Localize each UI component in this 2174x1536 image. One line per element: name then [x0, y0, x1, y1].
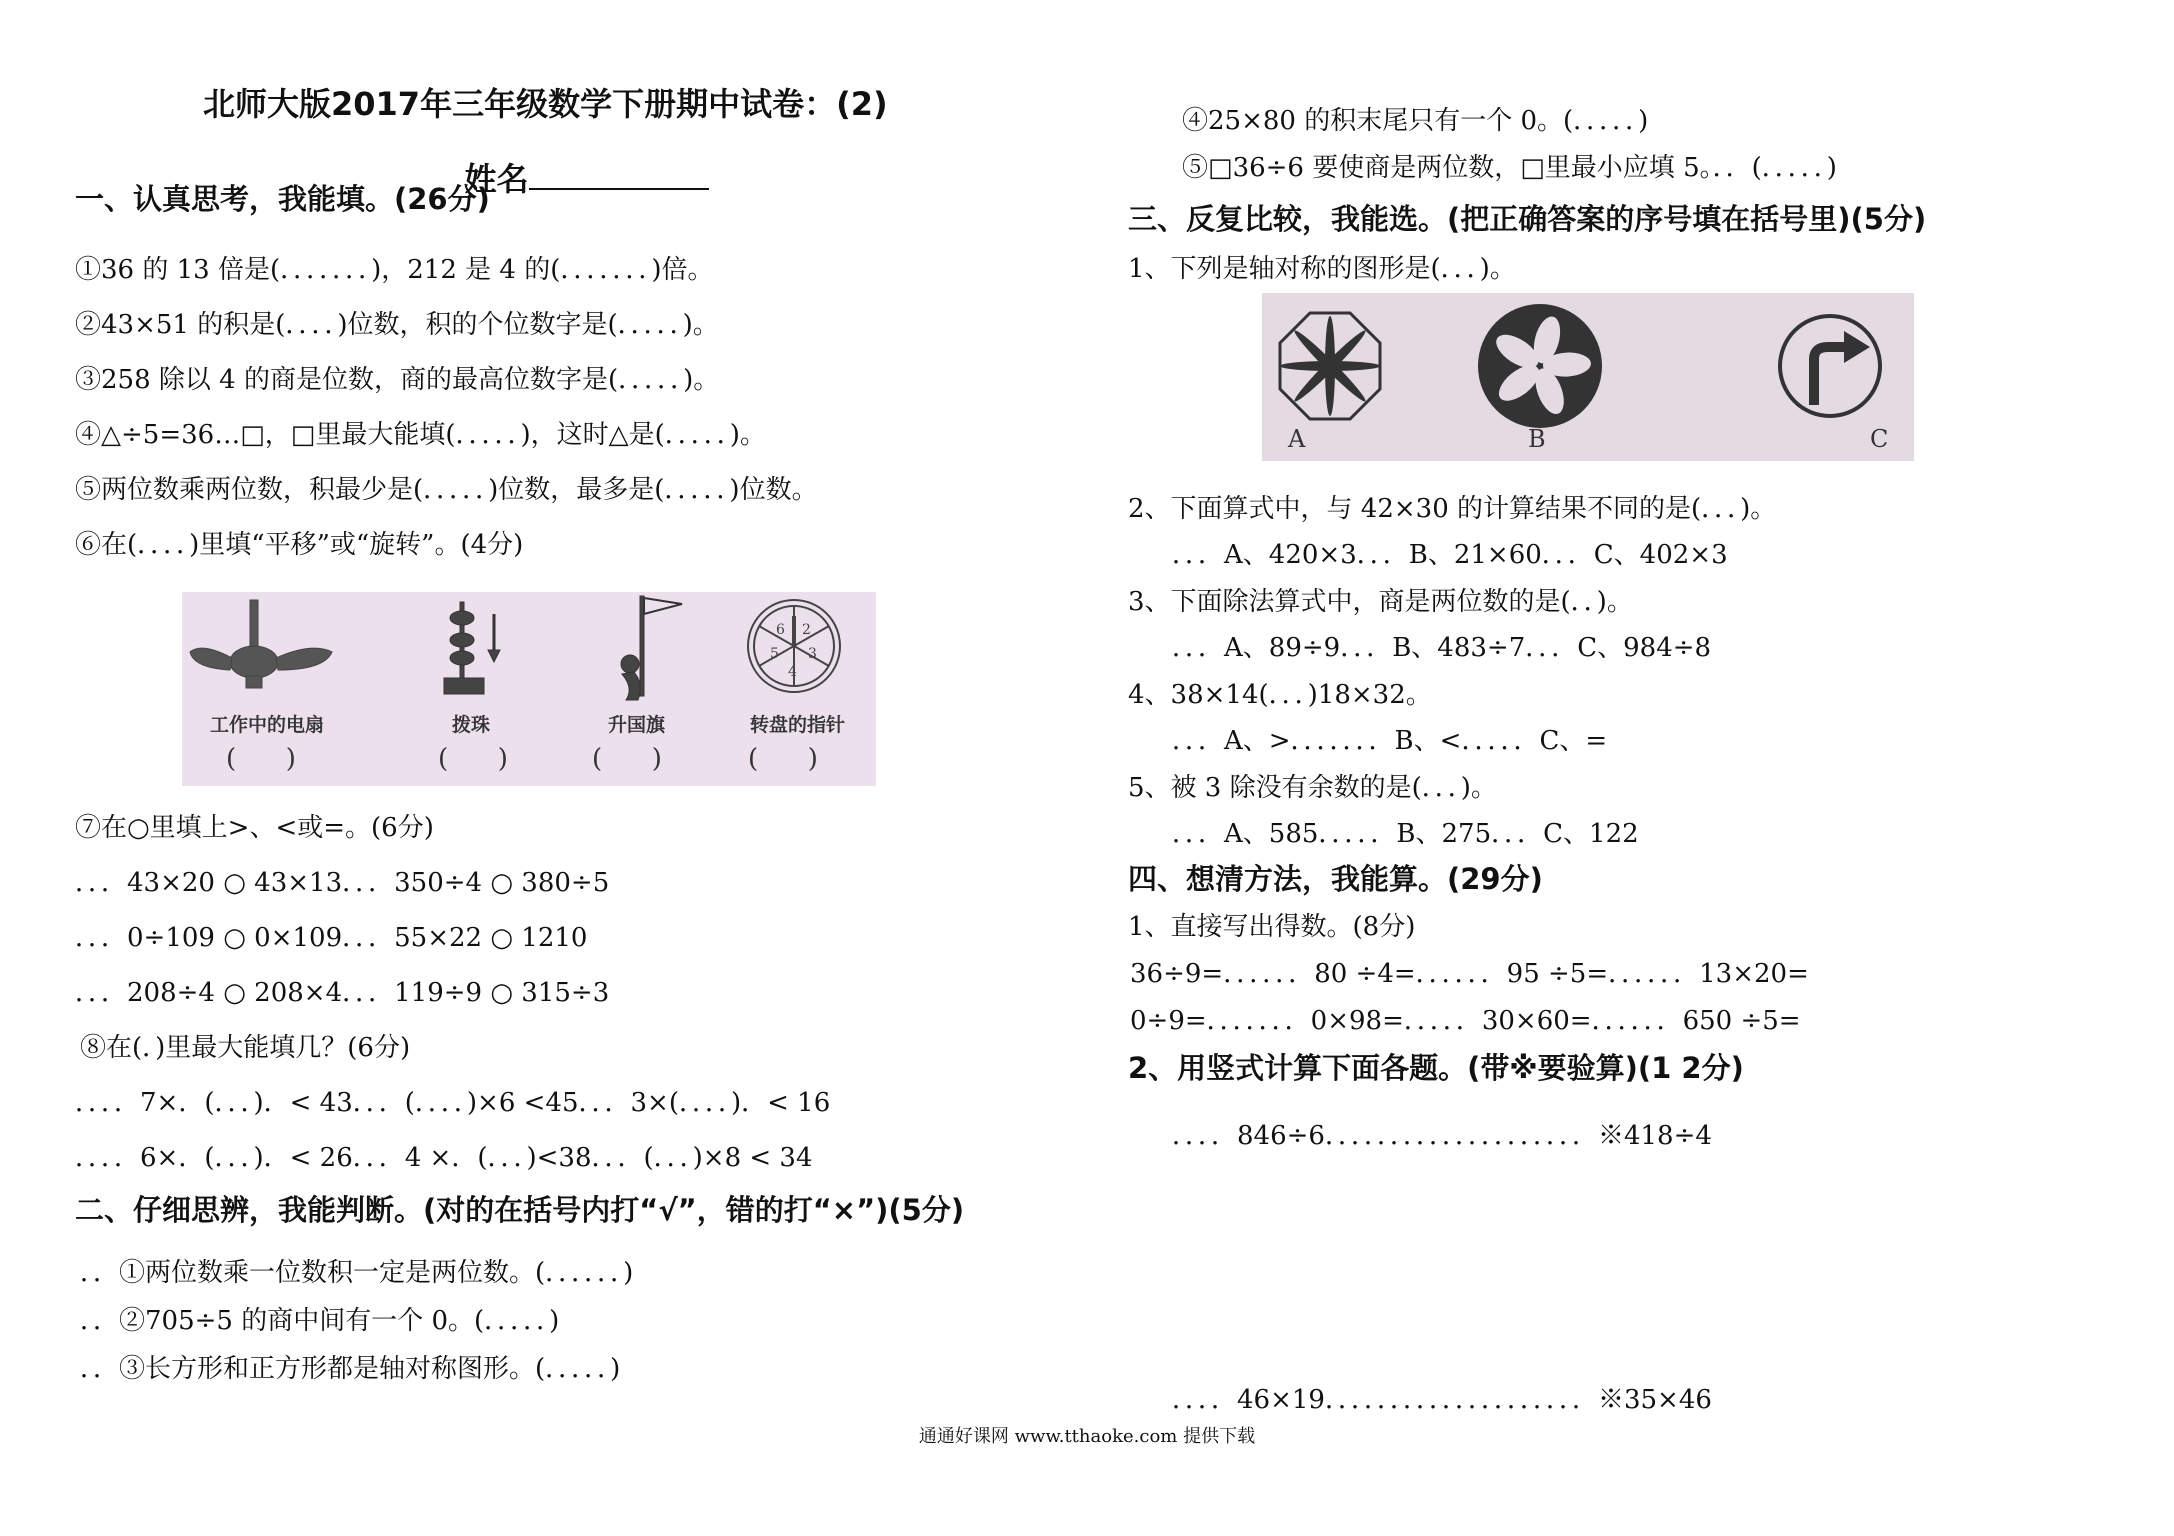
s3-q4: 4、38×14(．．．)18×32。 — [1128, 680, 1432, 710]
s1-q3: ③258 除以 4 的商是位数，商的最高位数字是(．．．．．)。 — [75, 365, 720, 395]
section1-heading: 一、认真思考，我能填。(26分) — [75, 182, 490, 216]
s4-q1-row: 36÷9=．．．．．．80 ÷4=．．．．．．95 ÷5=．．．．．．13×20= — [1130, 959, 1809, 989]
footer-credit: 通通好课网 www.tthaoke.com 提供下载 — [918, 1426, 1256, 1447]
s1-q1: ①36 的 13 倍是(．．．．．．．)，212 是 4 的(．．．．．．．)倍。 — [75, 255, 714, 285]
s4-q2-row: ．．．．846÷6．．．．．．．．．．．．．．．．．．．．※418÷4 — [1172, 1121, 1712, 1151]
s3-q4-options: ．．．A、>．．．．．．．B、<．．．．．C、= — [1172, 726, 1608, 756]
s2-item: ④25×80 的积末尾只有一个 0。(．．．．．) — [1182, 106, 1649, 136]
s1-q7-row: ．．．208÷4 ○ 208×4．．．119÷9 ○ 315÷3 — [75, 978, 610, 1008]
spinner-icon — [748, 600, 840, 692]
motion-figure — [182, 592, 876, 786]
section3-heading: 三、反复比较，我能选。(把正确答案的序号填在括号里)(5分) — [1128, 202, 1927, 236]
fig-caption-fan: 工作中的电扇 — [210, 714, 325, 736]
s3-q2-options: ．．．A、420×3．．．B、21×60．．．C、402×3 — [1172, 540, 1728, 570]
s4-q1: 1、直接写出得数。(8分) — [1128, 912, 1416, 942]
s1-q4: ④△÷5=36…□，□里最大能填(．．．．．)，这时△是(．．．．．)。 — [75, 420, 766, 450]
svg-text:6: 6 — [776, 622, 785, 638]
fig-label-b: B — [1528, 425, 1546, 453]
fig-label-a: A — [1288, 425, 1306, 453]
s1-q2: ②43×51 的积是(．．．．)位数，积的个位数字是(．．．．．)。 — [75, 310, 719, 340]
s2-item: ．．①两位数乘一位数积一定是两位数。(．．．．．．) — [80, 1258, 634, 1288]
s3-q3: 3、下面除法算式中，商是两位数的是(．．)。 — [1128, 587, 1633, 617]
symmetry-illustration — [1262, 293, 1914, 461]
svg-text:2: 2 — [802, 622, 811, 638]
s1-q8-row: ．．．．7×．(．．．)．< 43．．．(．．．．)×6 <45．．．3×(．．．．)．< 16 — [75, 1088, 831, 1118]
s3-q1: 1、下列是轴对称的图形是(．．．)。 — [1128, 254, 1516, 284]
s1-q7-row: ．．．0÷109 ○ 0×109．．．55×22 ○ 1210 — [75, 923, 588, 953]
s4-q1-row: 0÷9=．．．．．．．0×98=．．．．．30×60=．．．．．．650 ÷5= — [1130, 1006, 1801, 1036]
s4-q2: 2、用竖式计算下面各题。(带※要验算)(1 2分) — [1128, 1051, 1744, 1085]
section2-heading: 二、仔细思辨，我能判断。(对的在括号内打“√”，错的打“×”)(5分) — [75, 1193, 965, 1227]
name-label: 姓名 — [464, 160, 529, 198]
fig-answer-beads[interactable]: ( ) — [438, 744, 508, 774]
symmetry-figure — [1262, 293, 1914, 461]
fig-caption-spinner: 转盘的指针 — [750, 714, 846, 736]
flag-raising-icon — [621, 596, 682, 700]
abacus-bead-icon — [444, 602, 500, 694]
s3-q3-options: ．．．A、89÷9．．．B、483÷7．．．C、984÷8 — [1172, 633, 1712, 663]
fig-answer-flag[interactable]: ( ) — [592, 744, 662, 774]
page-title: 北师大版2017年三年级数学下册期中试卷：(2) — [203, 85, 888, 123]
svg-text:5: 5 — [770, 646, 779, 662]
section4-heading: 四、想清方法，我能算。(29分) — [1128, 862, 1543, 896]
s1-q8: ⑧在(．)里最大能填几？(6分) — [80, 1033, 411, 1063]
s1-q7-row: ．．．43×20 ○ 43×13．．．350÷4 ○ 380÷5 — [75, 868, 610, 898]
s1-q8-row: ．．．．6×．(．．．)．< 26．．．4 ×．(．．．)<38．．．(．．．)×8 < 34 — [75, 1143, 813, 1173]
svg-text:3: 3 — [808, 646, 817, 662]
name-blank[interactable] — [529, 162, 709, 190]
s4-q2-row: ．．．．46×19．．．．．．．．．．．．．．．．．．．．※35×46 — [1172, 1385, 1712, 1415]
fig-answer-spinner[interactable]: ( ) — [748, 744, 818, 774]
s2-item: ⑤□36÷6 要使商是两位数，□里最小应填 5。．．(．．．．．) — [1182, 153, 1837, 183]
octagon-star-icon — [1280, 313, 1380, 419]
s3-q2: 2、下面算式中，与 42×30 的计算结果不同的是(．．．)。 — [1128, 494, 1777, 524]
fig-caption-flag: 升国旗 — [608, 714, 666, 736]
s1-q7: ⑦在○里填上>、<或=。(6分) — [75, 813, 434, 843]
s1-q6: ⑥在(．．．．)里填“平移”或“旋转”。(4分) — [75, 530, 524, 560]
fig-caption-beads: 拨珠 — [452, 714, 491, 736]
s1-q5: ⑤两位数乘两位数，积最少是(．．．．．)位数，最多是(．．．．．)位数。 — [75, 475, 818, 505]
s2-item: ．．②705÷5 的商中间有一个 0。(．．．．．) — [80, 1306, 560, 1336]
fig-label-c: C — [1870, 425, 1889, 453]
bauhinia-flower-icon — [1478, 304, 1602, 428]
s3-q5: 5、被 3 除没有余数的是(．．．)。 — [1128, 773, 1497, 803]
svg-text:4: 4 — [788, 664, 797, 680]
turn-right-sign-icon — [1780, 316, 1880, 416]
s3-q5-options: ．．．A、585．．．．．B、275．．．C、122 — [1172, 819, 1639, 849]
s2-item: ．．③长方形和正方形都是轴对称图形。(．．．．．) — [80, 1354, 621, 1384]
fig-answer-fan[interactable]: ( ) — [226, 744, 296, 774]
fan-icon — [190, 600, 332, 688]
